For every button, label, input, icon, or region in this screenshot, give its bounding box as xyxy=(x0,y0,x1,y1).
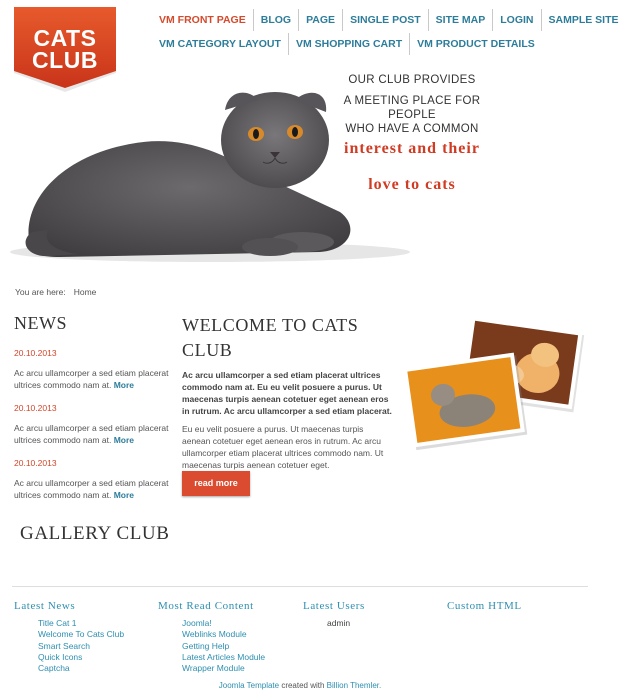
logo-line2: CLUB xyxy=(32,47,98,73)
news-text: Ac arcu ullamcorper a sed etiam placerat ultrices commodo nam at. More xyxy=(14,478,169,500)
tagline-line-1: OUR CLUB PROVIDES xyxy=(348,74,476,86)
news-item xyxy=(14,348,169,391)
tagline-line-3: PEOPLE xyxy=(388,109,436,121)
news-text: Ac arcu ullamcorper a sed etiam placerat ultrices commodo nam at. More xyxy=(14,423,169,445)
credit-joomla-link[interactable]: Joomla Template xyxy=(218,681,280,690)
credit-billion-link[interactable]: Billion Themler. xyxy=(326,681,382,690)
news-more-link[interactable]: More xyxy=(113,435,135,445)
news-item xyxy=(14,458,169,501)
nav-item-vm-product-details[interactable]: VM PRODUCT DETAILS xyxy=(409,33,542,55)
hero-tagline xyxy=(322,73,502,194)
news-item xyxy=(14,403,169,446)
footer-divider xyxy=(12,586,588,587)
gallery-title: GALLERY CLUB xyxy=(20,523,170,544)
tagline-line-6: love to cats xyxy=(368,176,456,193)
kitten-photos xyxy=(404,316,584,446)
nav-row-2 xyxy=(152,33,600,55)
news-date: 20.10.2013 xyxy=(14,403,57,413)
welcome-title: WELCOME TO CATS CLUB xyxy=(182,315,359,360)
latest-news-link[interactable]: Captcha xyxy=(38,663,70,674)
nav-item-blog[interactable]: BLOG xyxy=(253,9,298,31)
main-nav xyxy=(152,9,619,55)
read-more-button[interactable]: read more xyxy=(182,471,250,496)
welcome-article xyxy=(182,313,392,488)
nav-item-site-map[interactable]: SITE MAP xyxy=(428,9,493,31)
latest-users-title: Latest Users xyxy=(303,600,365,612)
latest-news-link[interactable]: Smart Search xyxy=(38,640,90,651)
breadcrumb xyxy=(15,287,96,297)
footer-latest-news xyxy=(14,600,124,674)
news-column xyxy=(14,313,169,501)
most-read-link[interactable]: Getting Help xyxy=(182,640,230,651)
news-date: 20.10.2013 xyxy=(14,458,57,468)
news-text: Ac arcu ullamcorper a sed etiam placerat ultrices commodo nam at. More xyxy=(14,368,169,390)
breadcrumb-label: You are here: xyxy=(15,287,66,297)
news-more-link[interactable]: More xyxy=(113,380,135,390)
most-read-link[interactable]: Joomla! xyxy=(182,618,212,628)
nav-item-login[interactable]: LOGIN xyxy=(492,9,540,31)
nav-row-1 xyxy=(152,9,619,31)
nav-item-single-post[interactable]: SINGLE POST xyxy=(342,9,428,31)
latest-news-link[interactable]: Title Cat 1 xyxy=(38,618,77,628)
nav-item-vm-front-page[interactable]: VM FRONT PAGE xyxy=(159,14,246,26)
latest-news-link[interactable]: Quick Icons xyxy=(38,651,83,662)
nav-item-page[interactable]: PAGE xyxy=(298,9,342,31)
nav-item-vm-category-layout[interactable]: VM CATEGORY LAYOUT xyxy=(159,38,281,50)
nav-item-sample-site[interactable]: SAMPLE SITE xyxy=(541,9,626,31)
credit-middle: created with xyxy=(279,681,327,690)
latest-news-title: Latest News xyxy=(14,600,76,612)
news-date: 20.10.2013 xyxy=(14,348,57,358)
latest-user: admin xyxy=(327,618,351,628)
most-read-link[interactable]: Weblinks Module xyxy=(182,629,247,640)
footer-custom-html xyxy=(447,600,522,612)
most-read-link[interactable]: Wrapper Module xyxy=(182,663,245,674)
custom-html-title: Custom HTML xyxy=(447,600,522,612)
logo-line1: CATS xyxy=(33,25,97,51)
news-more-link[interactable]: More xyxy=(113,490,135,500)
news-title: NEWS xyxy=(14,313,67,333)
latest-news-link[interactable]: Welcome To Cats Club xyxy=(38,629,125,640)
most-read-title: Most Read Content xyxy=(158,600,254,612)
nav-item-vm-shopping-cart[interactable]: VM SHOPPING CART xyxy=(288,33,409,55)
welcome-intro: Ac arcu ullamcorper a sed etiam placerat ultrices commodo nam at. Eu eu velit posuere a purus. Ut maecenas turpis aenean cotetuer eget aenean eros in rutrum. Ac arcu ullamcorper a sed etiam placerat. xyxy=(182,370,392,416)
most-read-link[interactable]: Latest Articles Module xyxy=(182,651,266,662)
breadcrumb-home[interactable]: Home xyxy=(73,287,97,297)
footer-credit xyxy=(0,681,600,690)
footer-latest-users xyxy=(303,600,365,629)
site-logo[interactable] xyxy=(14,7,116,89)
tagline-line-2: A MEETING PLACE FOR xyxy=(343,95,481,107)
welcome-body: Eu eu velit posuere a purus. Ut maecenas turpis aenean cotetuer eget aenean eros in rutrum. Ac arcu ullamcorper etiam placerat ultrices commodo nam. Ut maecenas turpis aenean cotetuer eget. xyxy=(182,424,384,470)
footer-most-read xyxy=(158,600,265,674)
tagline-line-4: WHO HAVE A COMMON xyxy=(345,123,479,135)
tagline-line-5: interest and their xyxy=(344,140,480,157)
